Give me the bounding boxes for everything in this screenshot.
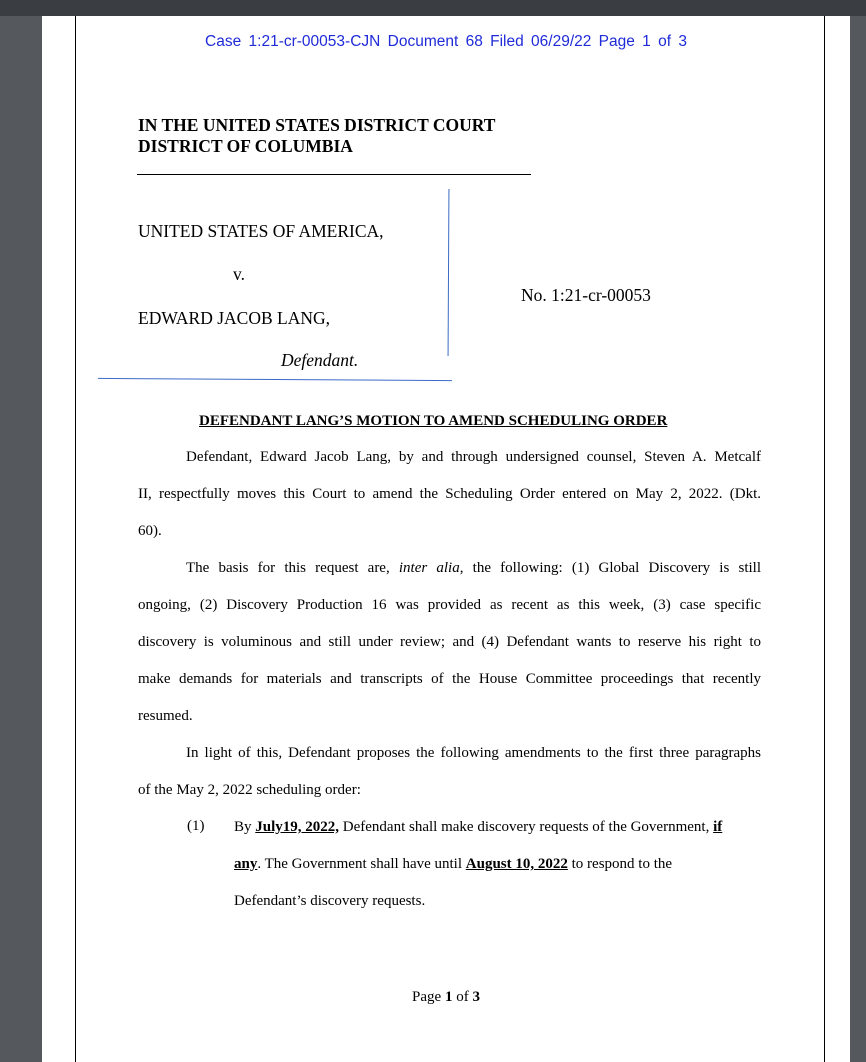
court-name: IN THE UNITED STATES DISTRICT COURT bbox=[138, 115, 496, 135]
footer-page-number: 1 bbox=[444, 989, 453, 1005]
viewer-background-left bbox=[0, 16, 42, 1062]
list-item-line bbox=[234, 846, 764, 883]
paragraph-3-line: In light of this, Defendant proposes the following amendments to the first three paragraphs bbox=[186, 745, 761, 761]
versus-label: v. bbox=[233, 264, 245, 284]
paragraph-2-line: discovery is voluminous and still under review; and (4) Defendant wants to reserve his right to bbox=[138, 634, 761, 650]
list-item-number: (1) bbox=[187, 818, 205, 834]
text-run: By bbox=[234, 819, 256, 835]
caption-divider bbox=[137, 174, 531, 175]
paragraph-1-line: II, respectfully moves this Court to amend the Scheduling Order entered on May 2, 2022. (Dkt. bbox=[138, 486, 761, 502]
deadline-date: August 10, 2022 bbox=[465, 856, 568, 872]
paragraph-2 bbox=[138, 550, 761, 735]
paragraph-2-line bbox=[138, 550, 761, 587]
case-number: No. 1:21-cr-00053 bbox=[521, 285, 651, 305]
paragraph-2-line: ongoing, (2) Discovery Production 16 was provided as recent as this week, (3) case specific bbox=[138, 597, 761, 613]
deadline-date: July19, 2022, bbox=[255, 819, 340, 835]
text-run: The basis for this request are, bbox=[186, 560, 399, 576]
paragraph-1 bbox=[138, 439, 761, 550]
text-run: Defendant shall make discovery requests of the Government, bbox=[339, 819, 714, 835]
paragraph-2-line: resumed. bbox=[138, 708, 193, 724]
viewer-scrollbar[interactable] bbox=[850, 16, 866, 1062]
paragraph-3-line: of the May 2, 2022 scheduling order: bbox=[138, 782, 361, 798]
page-right-border bbox=[824, 16, 825, 1062]
emphasis-text: if bbox=[713, 819, 723, 835]
document-page bbox=[42, 16, 850, 1062]
emphasis-text: any bbox=[234, 856, 258, 872]
text-run: . The Government shall have until bbox=[257, 856, 466, 872]
paragraph-3 bbox=[138, 735, 761, 809]
list-item-1 bbox=[234, 809, 764, 920]
paragraph-2-line: make demands for materials and transcripts of the House Committee proceedings that recently bbox=[138, 671, 761, 687]
italic-text: inter alia bbox=[398, 560, 460, 576]
court-district: DISTRICT OF COLUMBIA bbox=[138, 136, 353, 156]
page-footer bbox=[42, 989, 850, 1006]
caption-bracket-vertical bbox=[448, 189, 450, 356]
ecf-header-stamp: Case 1:21-cr-00053-CJN Document 68 Filed 06/29/22 Page 1 of 3 bbox=[205, 33, 687, 50]
motion-title: DEFENDANT LANG’S MOTION TO AMEND SCHEDULING ORDER bbox=[199, 413, 668, 429]
plaintiff-name: UNITED STATES OF AMERICA, bbox=[138, 221, 384, 241]
footer-of-label: of bbox=[452, 989, 473, 1005]
defendant-role: Defendant. bbox=[281, 350, 359, 370]
viewer-toolbar bbox=[0, 0, 866, 16]
caption-bracket-horizontal bbox=[98, 378, 452, 381]
list-item-line bbox=[234, 809, 764, 846]
paragraph-1-line: 60). bbox=[138, 523, 162, 539]
text-run: , the following: (1) Global Discovery is still bbox=[459, 560, 761, 576]
text-run: to respond to the bbox=[567, 856, 673, 872]
paragraph-1-line: Defendant, Edward Jacob Lang, by and through undersigned counsel, Steven A. Metcalf bbox=[186, 449, 761, 465]
defendant-name: EDWARD JACOB LANG, bbox=[138, 308, 331, 328]
footer-page-total: 3 bbox=[472, 989, 480, 1005]
list-item-line: Defendant’s discovery requests. bbox=[234, 893, 426, 909]
footer-page-label: Page bbox=[412, 989, 445, 1005]
page-left-border bbox=[75, 16, 76, 1062]
